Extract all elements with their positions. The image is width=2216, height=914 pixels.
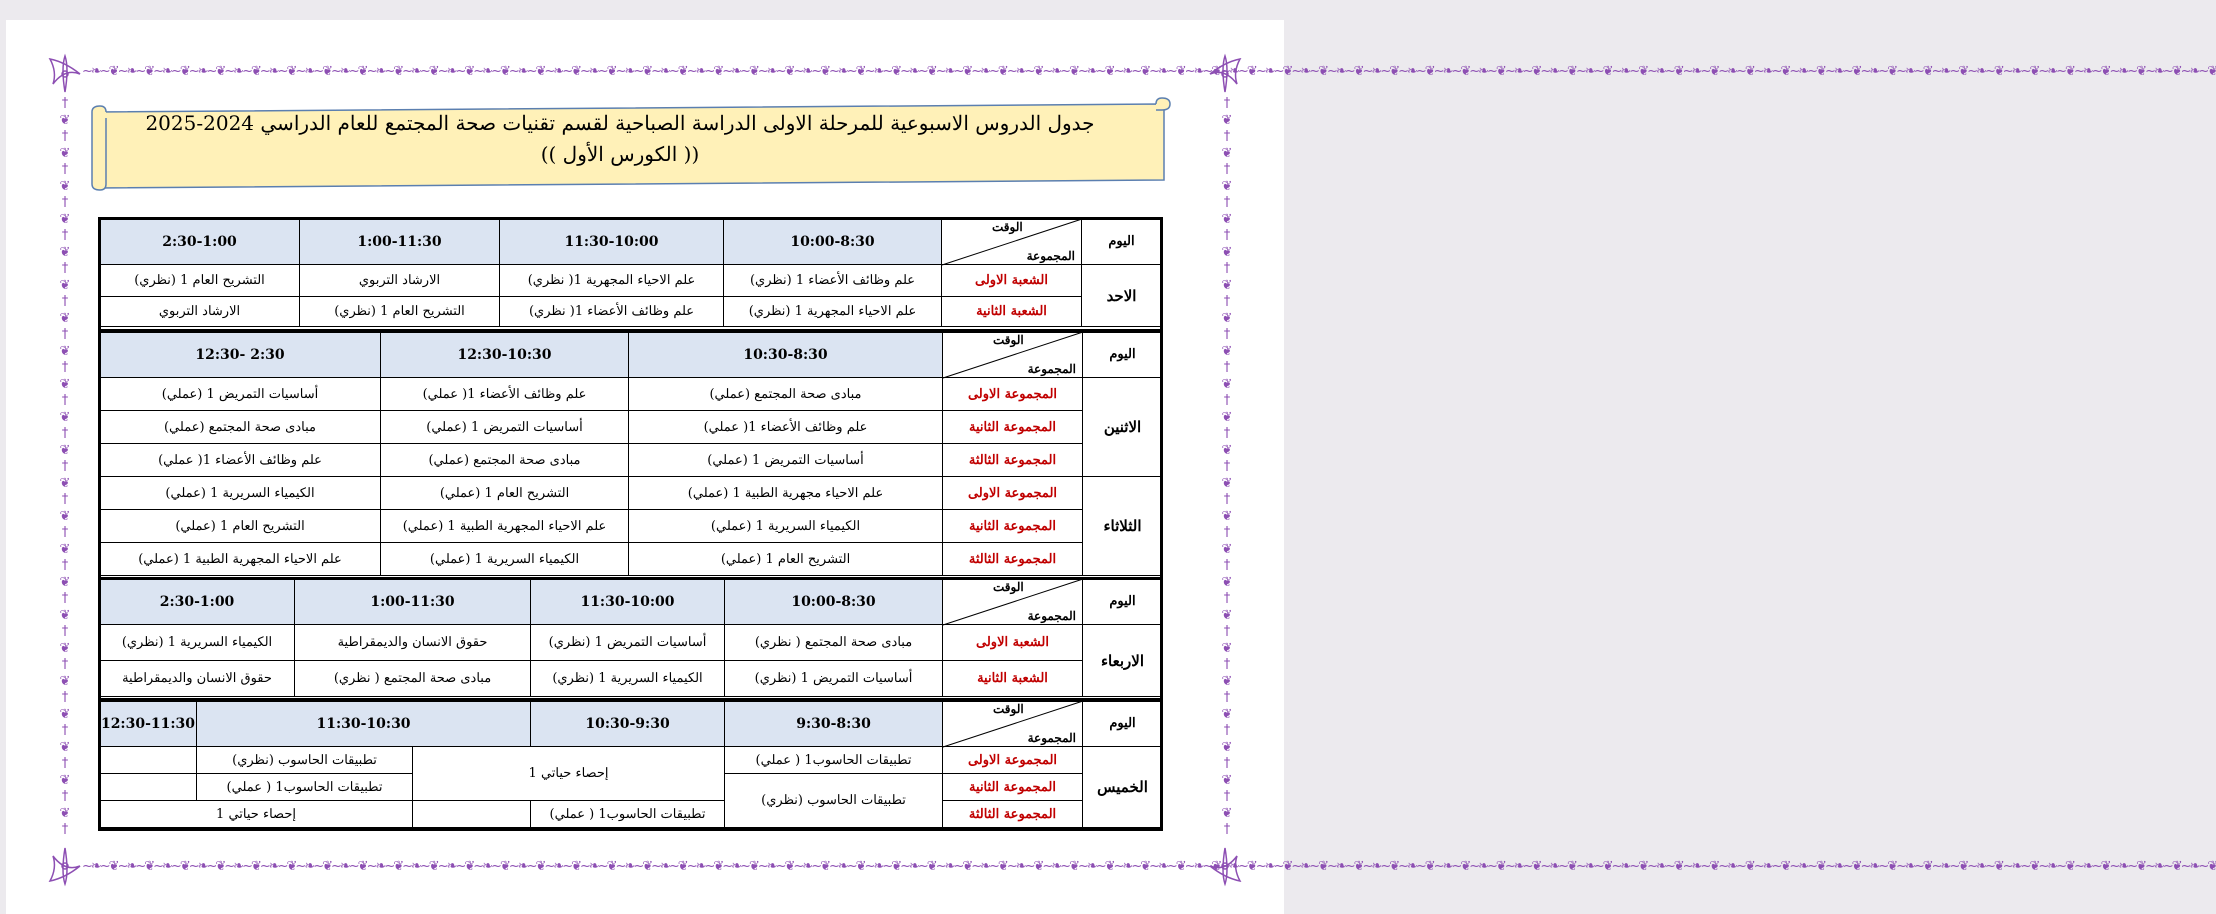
- ornament-glyph-icon: ❦: [1221, 409, 1233, 425]
- monday-tuesday-table: [99, 331, 1163, 576]
- class-cell: مبادى صحة المجتمع (عملي): [100, 411, 381, 444]
- ornament-glyph-icon: †: [1223, 657, 1231, 672]
- group-cell: المجموعة الثانية: [943, 411, 1083, 444]
- class-cell: أساسيات التمريض 1 (عملي): [100, 378, 381, 411]
- ornament-glyph-icon: †: [1223, 360, 1231, 375]
- ornament-glyph-icon: ❦: [59, 409, 71, 425]
- class-cell: أساسيات التمريض 1 (عملي): [381, 411, 629, 444]
- group-label: المجموعة: [1027, 362, 1076, 376]
- ornament-glyph-icon: †: [1223, 624, 1231, 639]
- time-slot: 10:00-8:30: [724, 219, 942, 265]
- group-cell: الشعبة الاولى: [942, 265, 1082, 297]
- ornament-glyph-icon: ❦: [1221, 145, 1233, 161]
- time-label: الوقت: [992, 220, 1023, 234]
- ornament-glyph-icon: ❦: [1221, 211, 1233, 227]
- title-line: جدول الدروس الاسبوعية للمرحلة الاولى الدراسة الصباحية لقسم تقنيات صحة المجتمع للعام الدراسي 2024-2025: [145, 111, 1095, 135]
- ornament-glyph-icon: †: [1223, 261, 1231, 276]
- group-cell: الشعبة الثانية: [943, 661, 1083, 697]
- class-cell: الكيمياء السريرية 1 (نظري): [531, 661, 725, 697]
- group-cell: المجموعة الثالثة: [943, 801, 1083, 828]
- ornament-glyph-icon: †: [61, 591, 69, 606]
- ornament-glyph-icon: ❦: [1221, 574, 1233, 590]
- ornament-glyph-icon: ❦: [59, 574, 71, 590]
- class-cell: التشريح العام 1 (عملي): [381, 477, 629, 510]
- right-ornament-border: [1220, 96, 1234, 844]
- ornament-glyph-icon: †: [61, 459, 69, 474]
- ornament-glyph-icon: ❦: [59, 112, 71, 128]
- ornament-glyph-icon: ❦: [59, 145, 71, 161]
- page-title: [100, 108, 1140, 170]
- group-cell: المجموعة الثالثة: [943, 543, 1083, 576]
- ornament-glyph-icon: ❦: [59, 376, 71, 392]
- corner-ornament-icon: [1205, 54, 1245, 94]
- time-label: الوقت: [993, 702, 1024, 716]
- ornament-glyph-icon: †: [1223, 690, 1231, 705]
- class-cell: علم وظائف الأعضاء 1( عملي): [629, 411, 943, 444]
- ornament-glyph-icon: †: [61, 261, 69, 276]
- wednesday-table: [99, 578, 1163, 697]
- ornament-glyph-icon: ❦: [1221, 475, 1233, 491]
- group-cell: الشعبة الثانية: [942, 297, 1082, 327]
- time-slot: 1:00-11:30: [295, 579, 531, 625]
- class-cell: أساسيات التمريض 1 (نظري): [531, 625, 725, 661]
- class-cell: الكيمياء السريرية 1 (عملي): [381, 543, 629, 576]
- class-cell: علم وظائف الأعضاء 1 (نظري): [724, 265, 942, 297]
- time-slot: 9:30-8:30: [725, 701, 943, 747]
- class-cell: أساسيات التمريض 1 (عملي): [629, 444, 943, 477]
- class-cell: الارشاد التربوي: [300, 265, 500, 297]
- ornament-glyph-icon: †: [61, 195, 69, 210]
- ornament-glyph-icon: ❦: [1221, 772, 1233, 788]
- ornament-glyph-icon: ❦: [59, 541, 71, 557]
- ornament-glyph-icon: ❦: [59, 475, 71, 491]
- class-cell: حقوق الانسان والديمقراطية: [100, 661, 295, 697]
- group-label: المجموعة: [1027, 609, 1076, 623]
- ornament-glyph-icon: ❦: [59, 442, 71, 458]
- time-slot: 10:30-8:30: [629, 332, 943, 378]
- day-cell: الاحد: [1082, 265, 1162, 327]
- class-cell: مبادى صحة المجتمع ( نظري): [725, 625, 943, 661]
- class-cell: الكيمياء السريرية 1 (نظري): [100, 625, 295, 661]
- class-cell: علم الاحياء المجهرية 1 (نظري): [724, 297, 942, 327]
- ornament-glyph-icon: ❦: [59, 640, 71, 656]
- ornament-glyph-icon: †: [61, 624, 69, 639]
- day-cell: الثلاثاء: [1083, 477, 1163, 576]
- ornament-glyph-icon: †: [61, 327, 69, 342]
- ornament-glyph-icon: †: [1223, 294, 1231, 309]
- ornament-glyph-icon: †: [1223, 756, 1231, 771]
- class-cell: علم وظائف الأعضاء 1( عملي): [381, 378, 629, 411]
- ornament-glyph-icon: ❦: [59, 277, 71, 293]
- class-cell: علم وظائف الأعضاء 1( نظري): [500, 297, 724, 327]
- ornament-glyph-icon: ❦: [59, 805, 71, 821]
- time-slot: 11:30-10:00: [500, 219, 724, 265]
- corner-ornament-icon: [45, 54, 85, 94]
- time-slot: 11:30-10:00: [531, 579, 725, 625]
- ornament-glyph-icon: ❦: [1221, 805, 1233, 821]
- time-slot: 12:30-11:30: [100, 701, 197, 747]
- ornament-glyph-icon: ❦: [1221, 310, 1233, 326]
- title-subline: (( الكورس الأول )): [540, 142, 700, 166]
- ornament-glyph-icon: ❦: [59, 508, 71, 524]
- left-ornament-border: [58, 96, 72, 844]
- group-label: المجموعة: [1026, 249, 1075, 263]
- group-cell: المجموعة الاولى: [943, 477, 1083, 510]
- empty-cell: [100, 774, 197, 801]
- group-cell: المجموعة الثانية: [943, 774, 1083, 801]
- group-cell: المجموعة الثانية: [943, 510, 1083, 543]
- group-cell: المجموعة الاولى: [943, 378, 1083, 411]
- ornament-glyph-icon: †: [61, 558, 69, 573]
- ornament-glyph-icon: †: [61, 492, 69, 507]
- time-slot: 12:30-10:30: [381, 332, 629, 378]
- top-ornament-border: ~❧~❦~❧~❦~❧~❦~❧~❦~❧~❦~❧~❦~❧~❦~❧~❦~❧~❦~❧~❦~❧~❦~❧~❦~❧~❦~❧~❦~❧~❦~❧~❦~❧~❦~❧~❦~❧~❦~❧~❦~❧~❦~❧~❦~❧~❦~❧~❦~❧~❦~❧~❦~❧~❦~❧~❦~❧~❦~❧~❦~❧~❦~❧~❦~❧~❦~❧~❦~❧~❦~❧~❦~❧~❦~❧~❦~❧~❦~❧~❦~❧~❦~❧~❦~❧~❦~❧~❦~❧~❦~❧~❦~❧~❦~❧~❦~❧~❦~❧~❦~❧~❦~❧~❦~❧~❦~❧~❦~❧~❦~❧~❦~❧~❦~❧~❦~❧~❦~❧~❦: [82, 63, 2216, 79]
- ornament-glyph-icon: †: [61, 657, 69, 672]
- ornament-glyph-icon: ❦: [59, 211, 71, 227]
- group-label: المجموعة: [1027, 731, 1077, 745]
- day-header: اليوم: [1083, 332, 1163, 378]
- class-cell: التشريح العام 1 (عملي): [100, 510, 381, 543]
- ornament-glyph-icon: †: [1223, 228, 1231, 243]
- ornament-glyph-icon: †: [1223, 558, 1231, 573]
- day-header: اليوم: [1083, 701, 1163, 747]
- group-cell: المجموعة الاولى: [943, 747, 1083, 774]
- ornament-glyph-icon: ❦: [1221, 343, 1233, 359]
- time-group-header: [943, 579, 1083, 625]
- time-slot: 10:30-9:30: [531, 701, 725, 747]
- corner-ornament-icon: [1205, 846, 1245, 886]
- class-cell: الارشاد التربوي: [100, 297, 300, 327]
- day-header: اليوم: [1082, 219, 1162, 265]
- time-group-header: [943, 701, 1083, 747]
- ornament-glyph-icon: †: [1223, 129, 1231, 144]
- class-cell: التشريح العام 1 (نظري): [100, 265, 300, 297]
- day-cell: الاربعاء: [1083, 625, 1163, 697]
- ornament-glyph-icon: ❦: [1221, 508, 1233, 524]
- ornament-glyph-icon: ❦: [59, 739, 71, 755]
- ornament-glyph-icon: †: [1223, 459, 1231, 474]
- class-cell: علم الاحياء المجهرية 1( نظري): [500, 265, 724, 297]
- class-cell: التشريح العام 1 (نظري): [300, 297, 500, 327]
- class-cell: إحصاء حياتي 1: [100, 801, 413, 828]
- ornament-glyph-icon: †: [1223, 162, 1231, 177]
- ornament-glyph-icon: ❦: [1221, 244, 1233, 260]
- class-cell: أساسيات التمريض 1 (نظري): [725, 661, 943, 697]
- class-cell: الكيمياء السريرية 1 (عملي): [629, 510, 943, 543]
- class-cell: الكيمياء السريرية 1 (عملي): [100, 477, 381, 510]
- ornament-glyph-icon: †: [1223, 327, 1231, 342]
- class-cell: تطبيقات الحاسوب1 ( عملي): [531, 801, 725, 828]
- ornament-glyph-icon: †: [61, 525, 69, 540]
- ornament-glyph-icon: ❦: [1221, 739, 1233, 755]
- ornament-glyph-icon: ❦: [1221, 640, 1233, 656]
- ornament-glyph-icon: †: [1223, 195, 1231, 210]
- group-cell: الشعبة الاولى: [943, 625, 1083, 661]
- ornament-glyph-icon: †: [1223, 492, 1231, 507]
- group-cell: المجموعة الثالثة: [943, 444, 1083, 477]
- ornament-glyph-icon: †: [61, 96, 69, 111]
- time-slot: 10:00-8:30: [725, 579, 943, 625]
- ornament-glyph-icon: ❦: [1221, 541, 1233, 557]
- ornament-glyph-icon: ❦: [1221, 277, 1233, 293]
- ornament-glyph-icon: ❦: [1221, 178, 1233, 194]
- ornament-glyph-icon: †: [61, 162, 69, 177]
- time-slot: 11:30-10:30: [197, 701, 531, 747]
- ornament-glyph-icon: †: [1223, 822, 1231, 837]
- ornament-glyph-icon: †: [61, 789, 69, 804]
- ornament-glyph-icon: ❦: [59, 607, 71, 623]
- class-cell: مبادى صحة المجتمع ( نظري): [295, 661, 531, 697]
- ornament-glyph-icon: ❦: [59, 706, 71, 722]
- ornament-glyph-icon: †: [1223, 96, 1231, 111]
- ornament-glyph-icon: †: [1223, 591, 1231, 606]
- bottom-ornament-border: ~❧~❦~❧~❦~❧~❦~❧~❦~❧~❦~❧~❦~❧~❦~❧~❦~❧~❦~❧~❦~❧~❦~❧~❦~❧~❦~❧~❦~❧~❦~❧~❦~❧~❦~❧~❦~❧~❦~❧~❦~❧~❦~❧~❦~❧~❦~❧~❦~❧~❦~❧~❦~❧~❦~❧~❦~❧~❦~❧~❦~❧~❦~❧~❦~❧~❦~❧~❦~❧~❦~❧~❦~❧~❦~❧~❦~❧~❦~❧~❦~❧~❦~❧~❦~❧~❦~❧~❦~❧~❦~❧~❦~❧~❦~❧~❦~❧~❦~❧~❦~❧~❦~❧~❦~❧~❦~❧~❦~❧~❦~❧~❦~❧~❦~❧~❦~❧~❦~❧~❦: [82, 858, 2216, 874]
- class-cell: إحصاء حياتي 1: [413, 747, 725, 801]
- class-cell: علم وظائف الأعضاء 1( عملي): [100, 444, 381, 477]
- ornament-glyph-icon: †: [61, 690, 69, 705]
- ornament-glyph-icon: †: [1223, 525, 1231, 540]
- class-cell: علم الاحياء المجهرية الطبية 1 (عملي): [381, 510, 629, 543]
- day-cell: الخميس: [1083, 747, 1163, 828]
- ornament-glyph-icon: †: [61, 822, 69, 837]
- time-slot: 2:30-1:00: [100, 579, 295, 625]
- time-slot: 2:30 -12:30: [100, 332, 381, 378]
- empty-cell: [413, 801, 531, 828]
- class-cell: التشريح العام 1 (عملي): [629, 543, 943, 576]
- time-label: الوقت: [993, 580, 1024, 594]
- ornament-glyph-icon: ❦: [1221, 112, 1233, 128]
- corner-ornament-icon: [45, 846, 85, 886]
- ornament-glyph-icon: ❦: [59, 178, 71, 194]
- ornament-glyph-icon: †: [1223, 426, 1231, 441]
- ornament-glyph-icon: ❦: [59, 244, 71, 260]
- ornament-glyph-icon: †: [61, 294, 69, 309]
- class-cell: تطبيقات الحاسوب1 ( عملي): [197, 774, 413, 801]
- time-group-header: [942, 219, 1082, 265]
- ornament-glyph-icon: ❦: [1221, 706, 1233, 722]
- class-cell: تطبيقات الحاسوب (نظري): [725, 774, 943, 828]
- ornament-glyph-icon: †: [1223, 393, 1231, 408]
- class-cell: مبادى صحة المجتمع (عملي): [629, 378, 943, 411]
- ornament-glyph-icon: ❦: [59, 673, 71, 689]
- ornament-glyph-icon: ❦: [1221, 607, 1233, 623]
- ornament-glyph-icon: ❦: [1221, 376, 1233, 392]
- time-group-header: [943, 332, 1083, 378]
- sunday-table: [99, 218, 1162, 327]
- ornament-glyph-icon: †: [1223, 789, 1231, 804]
- day-cell: الاثنين: [1083, 378, 1163, 477]
- time-slot: 1:00-11:30: [300, 219, 500, 265]
- class-cell: علم الاحياء المجهرية الطبية 1 (عملي): [100, 543, 381, 576]
- class-cell: تطبيقات الحاسوب1 ( عملي): [725, 747, 943, 774]
- ornament-glyph-icon: †: [61, 129, 69, 144]
- ornament-glyph-icon: †: [61, 756, 69, 771]
- ornament-glyph-icon: †: [61, 360, 69, 375]
- class-cell: علم الاحياء مجهرية الطبية 1 (عملي): [629, 477, 943, 510]
- ornament-glyph-icon: ❦: [59, 310, 71, 326]
- ornament-glyph-icon: †: [61, 723, 69, 738]
- ornament-glyph-icon: ❦: [1221, 442, 1233, 458]
- class-cell: مبادى صحة المجتمع (عملي): [381, 444, 629, 477]
- empty-cell: [100, 747, 197, 774]
- thursday-table: [99, 700, 1163, 828]
- time-slot: 2:30-1:00: [100, 219, 300, 265]
- class-cell: حقوق الانسان والديمقراطية: [295, 625, 531, 661]
- ornament-glyph-icon: ❦: [59, 343, 71, 359]
- class-cell: تطبيقات الحاسوب (نظري): [197, 747, 413, 774]
- ornament-glyph-icon: †: [61, 393, 69, 408]
- ornament-glyph-icon: ❦: [1221, 673, 1233, 689]
- ornament-glyph-icon: †: [61, 426, 69, 441]
- day-header: اليوم: [1083, 579, 1163, 625]
- time-label: الوقت: [993, 333, 1024, 347]
- ornament-glyph-icon: †: [61, 228, 69, 243]
- ornament-glyph-icon: ❦: [59, 772, 71, 788]
- ornament-glyph-icon: †: [1223, 723, 1231, 738]
